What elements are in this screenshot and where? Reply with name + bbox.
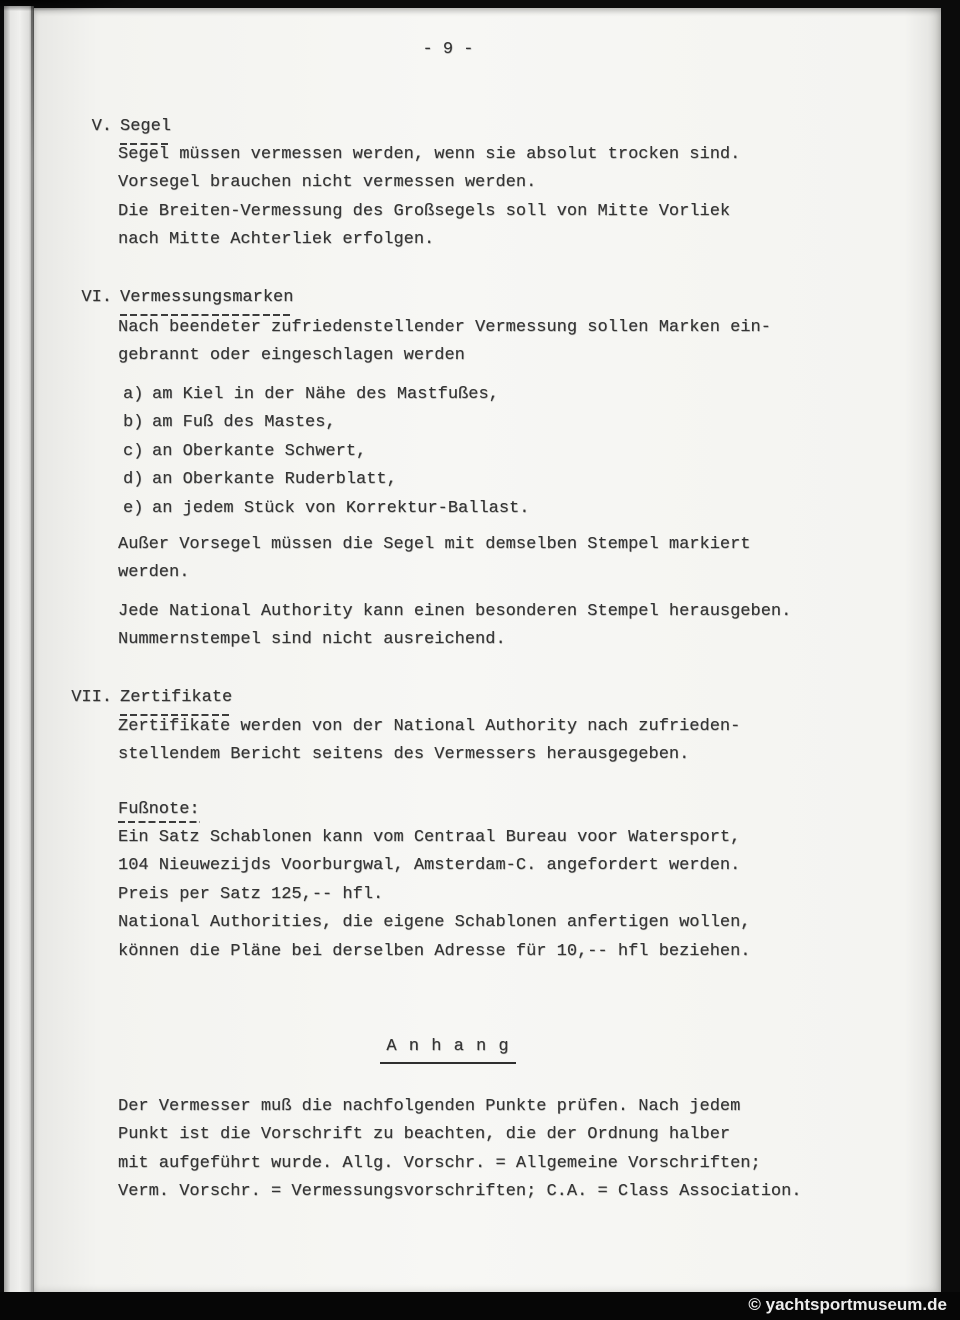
appendix-heading-row xyxy=(118,1036,778,1064)
text-line: Zertifikate werden von der National Authority nach zufrieden- xyxy=(118,717,741,736)
text-line: Vorsegel brauchen nicht vermessen werden. xyxy=(118,173,537,193)
text-line: werden. xyxy=(118,563,190,583)
section-vi-heading xyxy=(34,284,293,316)
text-line: mit aufgeführt wurde. Allg. Vorschr. = Allgemeine Vorschriften; xyxy=(118,1153,761,1173)
list-marker: b) xyxy=(123,413,144,433)
section-vi-intro xyxy=(118,314,771,371)
section-vii-paragraph xyxy=(118,713,740,770)
section-v-title: Segel xyxy=(120,113,171,145)
section-vi-title: Vermessungsmarken xyxy=(120,284,293,316)
section-v-number: V. xyxy=(91,117,112,136)
section-vii-heading xyxy=(34,684,232,716)
text-line: Nach beendeter zufriedenstellender Vermessung sollen Marken ein- xyxy=(118,318,771,337)
footnote-title: Fußnote: xyxy=(118,800,200,823)
text-line: Der Vermesser muß die nachfolgenden Punkte prüfen. Nach jedem xyxy=(118,1097,741,1116)
text-line: können die Pläne bei derselben Adresse für 10,-- hfl beziehen. xyxy=(118,941,751,961)
text-line: Jede National Authority kann einen besonderen Stempel herausgeben. xyxy=(118,602,792,621)
section-vii-number: VII. xyxy=(71,688,112,707)
text-line: 104 Nieuwezijds Voorburgwal, Amsterdam-C. angefordert werden. xyxy=(118,856,741,876)
list-item-text: an Oberkante Schwert, xyxy=(152,441,367,461)
list-item-text: am Kiel in der Nähe des Mastfußes, xyxy=(152,385,499,404)
list-item-text: am Fuß des Mastes, xyxy=(152,413,336,433)
text-line: Nummernstempel sind nicht ausreichend. xyxy=(118,630,506,650)
section-v-paragraph xyxy=(118,141,740,255)
footnote-heading xyxy=(118,796,200,824)
list-item-text: an Oberkante Ruderblatt, xyxy=(152,470,397,490)
list-item xyxy=(123,495,529,523)
list-marker: a) xyxy=(123,385,144,404)
book-page-edge xyxy=(4,6,33,1294)
text-line: Punkt ist die Vorschrift zu beachten, die der Ordnung halber xyxy=(118,1125,731,1145)
list-item xyxy=(123,466,529,494)
list-marker: c) xyxy=(123,441,144,461)
document-page xyxy=(34,8,941,1292)
text-line: National Authorities, die eigene Schablonen anfertigen wollen, xyxy=(118,913,751,933)
text-line: Verm. Vorschr. = Vermessungsvorschriften; C.A. = Class Association. xyxy=(118,1182,802,1202)
section-vi-authority-paragraph xyxy=(118,598,791,655)
section-vi-list xyxy=(123,381,529,523)
appendix-title: A n h a n g xyxy=(380,1036,515,1064)
appendix-paragraph xyxy=(118,1093,802,1207)
watermark-text: © yachtsportmuseum.de xyxy=(748,1295,947,1314)
text-line: nach Mitte Achterliek erfolgen. xyxy=(118,230,435,250)
section-vi-number: VI. xyxy=(81,288,112,307)
list-item xyxy=(123,438,529,466)
text-line: stellendem Bericht seitens des Vermessers herausgegeben. xyxy=(118,745,690,765)
footnote-paragraph xyxy=(118,824,751,966)
section-vi-stamp-paragraph xyxy=(118,531,751,588)
text-line: gebrannt oder eingeschlagen werden xyxy=(118,346,465,366)
list-marker: d) xyxy=(123,470,144,490)
text-line: Außer Vorsegel müssen die Segel mit demselben Stempel markiert xyxy=(118,535,751,554)
text-line: Ein Satz Schablonen kann vom Centraal Bureau voor Watersport, xyxy=(118,828,741,847)
list-item xyxy=(123,381,529,409)
list-marker: e) xyxy=(123,498,144,518)
list-item-text: an jedem Stück von Korrektur-Ballast. xyxy=(152,498,530,518)
text-line: Preis per Satz 125,-- hfl. xyxy=(118,884,384,904)
section-vii-title: Zertifikate xyxy=(120,684,232,716)
text-line: Die Breiten-Vermessung des Großsegels soll von Mitte Vorliek xyxy=(118,201,731,221)
page-number-row xyxy=(118,36,778,64)
text-line: Segel müssen vermessen werden, wenn sie absolut trocken sind. xyxy=(118,145,741,164)
page-number: - 9 - xyxy=(422,40,474,59)
watermark-bar xyxy=(0,1292,960,1320)
list-item xyxy=(123,409,529,437)
